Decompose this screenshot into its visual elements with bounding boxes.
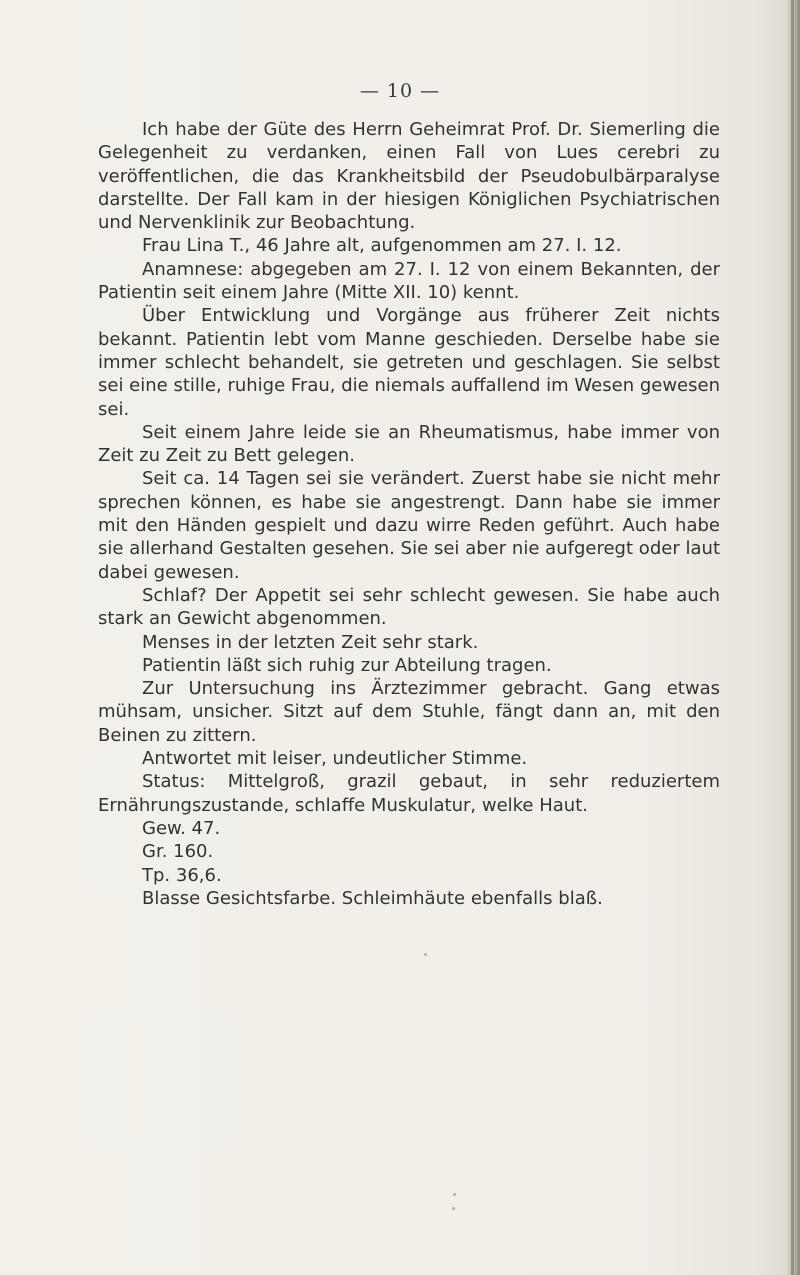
paragraph-changes: Seit ca. 14 Tagen sei sie verändert. Zuerst habe sie nicht mehr sprechen können, es habe sie angestrengt. Dann habe sie immer mit den Händen gespielt und dazu wirre Reden geführt. Auch habe sie allerhand Gestalten gesehen. Sie sei aber nie aufgeregt oder laut dabei gewesen. [98,468,720,583]
paragraph-menses: Menses in der letzten Zeit sehr stark. [142,631,479,653]
page-binding-edge [791,0,794,1275]
paragraph-history: Über Entwicklung und Vorgänge aus früherer Zeit nichts bekannt. Patientin lebt vom Manne geschieden. Derselbe habe sie immer schlecht behandelt, sie getreten und geschlagen. Sie selbst sei eine stille, ruhige Frau, die niemals auffallend im Wesen gewesen sei. [98,305,720,420]
print-speck [453,1193,456,1196]
print-speck [452,1207,455,1210]
measurement-height: Gr. 160. [142,841,214,863]
paragraph-status: Status: Mittelgroß, grazil gebaut, in sehr reduziertem Ernährungszustande, schlaffe Muskulatur, welke Haut. [98,771,720,816]
paragraph-complexion: Blasse Gesichtsfarbe. Schleimhäute ebenfalls blaß. [142,887,603,909]
paragraph-voice: Antwortet mit leiser, undeutlicher Stimme. [142,748,528,770]
measurement-weight: Gew. 47. [142,817,221,839]
body-text [98,118,720,910]
paragraph-anamnese: Anamnese: abgegeben am 27. I. 12 von einem Bekannten, der Patientin seit einem Jahre (Mitte XII. 10) kennt. [98,258,720,304]
paragraph-intro: Ich habe der Güte des Herrn Geheimrat Prof. Dr. Siemerling die Gelegenheit zu verdanken, einen Fall von Lues cerebri zu veröffentlichen, die das Krankheitsbild der Pseudobulbärparalyse darstellte. Der Fall kam in der hiesigen Königlichen Psychiatrischen und Nervenklinik zur Beobachtung. [98,119,720,234]
measurement-temperature: Tp. 36,6. [142,864,222,886]
paragraph-rheumatism: Seit einem Jahre leide sie an Rheumatismus, habe immer von Zeit zu Zeit zu Bett gelegen. [98,421,720,467]
paragraph-patient: Frau Lina T., 46 Jahre alt, aufgenommen am 27. I. 12. [142,235,622,257]
print-speck [424,953,427,956]
paragraph-transfer: Patientin läßt sich ruhig zur Abteilung tragen. [142,654,552,676]
paragraph-examination: Zur Untersuchung ins Ärztezimmer gebracht. Gang etwas mühsam, unsicher. Sitzt auf dem Stuhle, fängt dann an, mit den Beinen zu zittern. [98,678,720,746]
page-number: — 10 — [359,80,441,102]
paragraph-sleep: Schlaf? Der Appetit sei sehr schlecht gewesen. Sie habe auch stark an Gewicht abgenommen. [98,584,720,630]
